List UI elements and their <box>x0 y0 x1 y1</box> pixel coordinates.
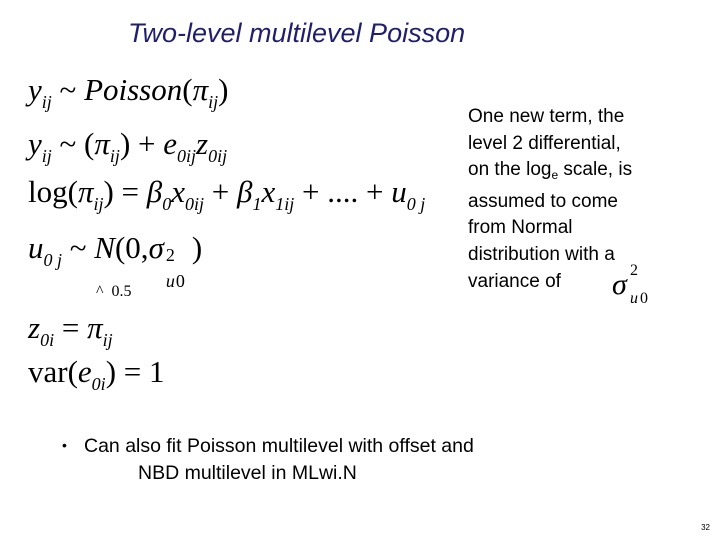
bullet-line-2: NBD multilevel in MLwi.N <box>138 462 357 484</box>
side-line-7: variance of <box>468 270 561 292</box>
equation-variance-constraint: $var(e_{0i}) = 1$ <box>28 354 165 394</box>
equation-poisson-distribution: $y_{ij}$ ~ $Poisson(\pi_{ij})$ <box>28 72 229 112</box>
side-line-2: level 2 differential, <box>468 132 621 154</box>
side-explanation <box>468 104 688 295</box>
equation-z-definition: $z_{0i} = \pi_{ij}$ <box>28 310 113 350</box>
bullet-line-1: Can also fit Poisson multilevel with offset and <box>84 435 474 457</box>
variance-symbol: σ 2 u 0 <box>612 262 648 307</box>
side-line-6: distribution with a <box>468 243 615 265</box>
slide-title: Two-level multilevel Poisson <box>128 18 466 48</box>
equation-log-link: $\log(\pi_{ij}) = \beta_0x_{0ij} + \beta_1x_{1ij}$ + .... + $u_{0 j}$ <box>28 174 426 214</box>
page-number: 32 <box>701 523 710 532</box>
side-line-4: assumed to come <box>468 190 618 212</box>
bullet-note <box>62 432 474 487</box>
equation-extra-poisson: $y_{ij}$ ~ $(\pi_{ij}) + e_{0ij}z_{0ij}$ <box>28 126 228 166</box>
equation-level2-normal: $u_{0 j}$ ~ N(0,σ 2 u 0 ) <box>28 230 203 291</box>
bullet-marker: • <box>62 437 67 453</box>
side-line-1: One new term, the <box>468 106 625 127</box>
side-line-3: on the $\log_e$ scale, is <box>468 159 633 183</box>
side-line-5: from Normal <box>468 217 573 239</box>
hat-exponent: ^ 0.5 <box>96 283 132 300</box>
